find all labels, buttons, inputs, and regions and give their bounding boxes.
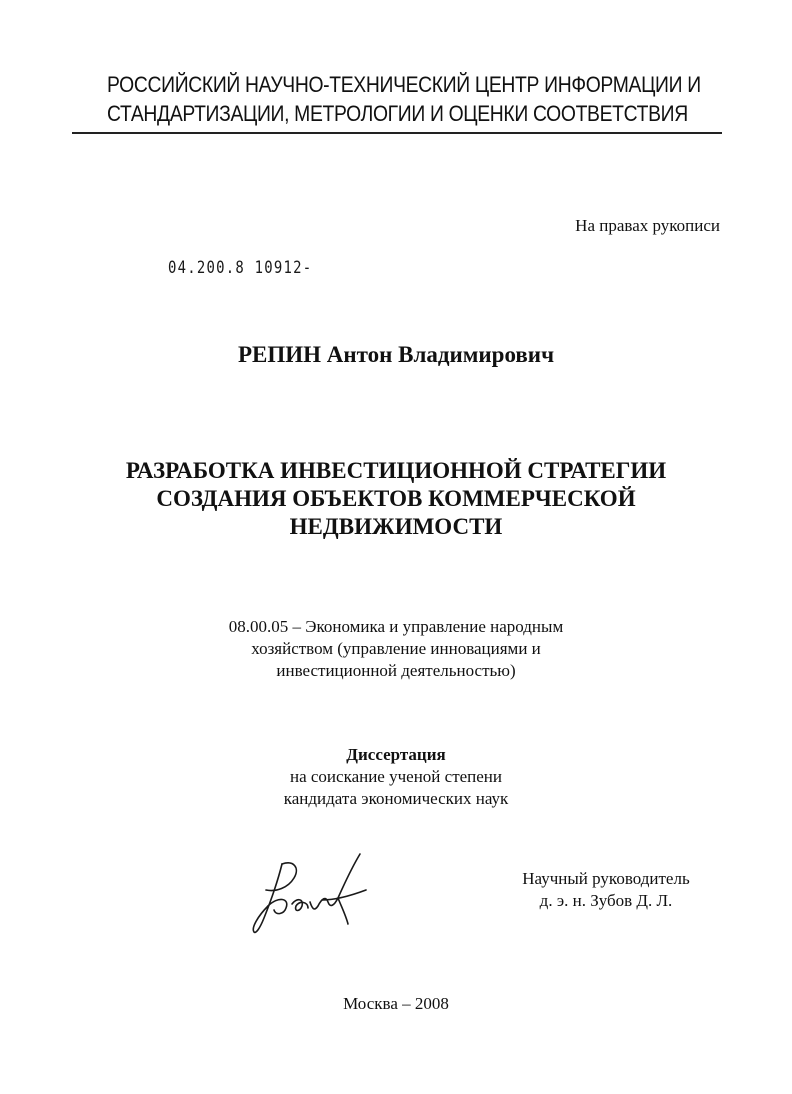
dissertation-title-line-2: СОЗДАНИЯ ОБЪЕКТОВ КОММЕРЧЕСКОЙ	[156, 486, 636, 511]
degree-line-2: кандидата экономических наук	[283, 789, 509, 808]
header-divider	[72, 132, 722, 134]
scientific-supervisor	[490, 868, 722, 912]
supervisor-name: д. э. н. Зубов Д. Л.	[539, 891, 673, 910]
specialty-line-1: 08.00.05 – Экономика и управление народным	[228, 617, 564, 636]
degree-line-1: на соискание ученой степени	[289, 767, 503, 786]
author-name: РЕПИН Антон Владимирович	[237, 342, 555, 367]
degree-heading: Диссертация	[346, 745, 446, 764]
organization-header-line-1: РОССИЙСКИЙ НАУЧНО-ТЕХНИЧЕСКИЙ ЦЕНТР ИНФОРМАЦИИ И	[107, 72, 701, 97]
dissertation-title	[60, 457, 732, 541]
supervisor-role: Научный руководитель	[522, 869, 690, 888]
degree-statement	[96, 744, 696, 810]
dissertation-title-line-1: РАЗРАБОТКА ИНВЕСТИЦИОННОЙ СТРАТЕГИИ	[125, 458, 667, 483]
dissertation-title-line-3: НЕДВИЖИМОСТИ	[289, 514, 503, 539]
rights-note: На правах рукописи	[575, 216, 720, 235]
organization-header-line-2: СТАНДАРТИЗАЦИИ, МЕТРОЛОГИИ И ОЦЕНКИ СООТВЕТСТВИЯ	[107, 101, 688, 126]
author-signature	[238, 846, 378, 946]
specialty-line-3: инвестиционной деятельностью)	[276, 661, 516, 680]
specialty-line-2: хозяйством (управление инновациями и	[251, 639, 541, 658]
specialty-code	[96, 616, 696, 682]
registration-stamp-number: 04.200.8 10912-	[168, 258, 313, 278]
city-year: Москва – 2008	[343, 994, 449, 1013]
organization-header	[107, 70, 701, 128]
